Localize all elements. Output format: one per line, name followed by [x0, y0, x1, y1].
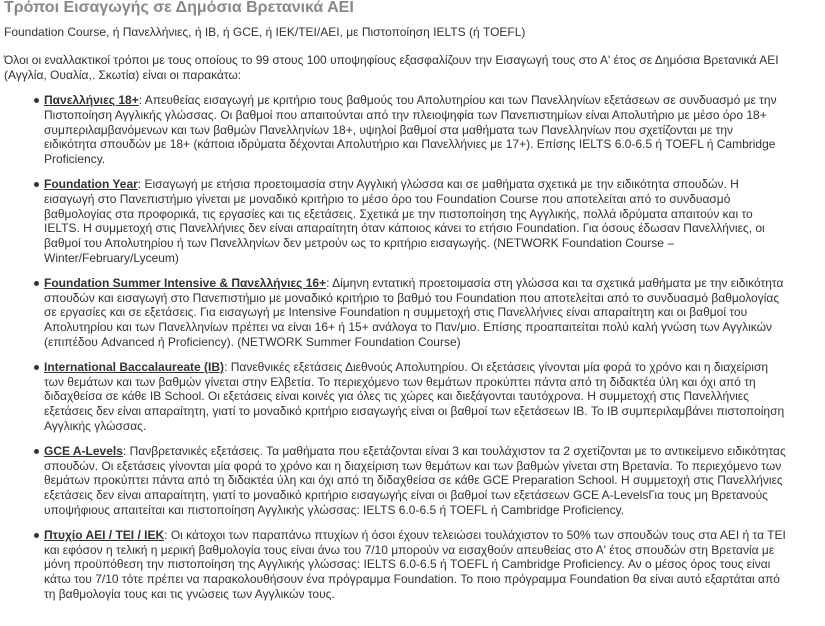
bullet-icon: [34, 449, 39, 454]
list-item-ib: [4, 360, 786, 434]
bullet-icon: [34, 281, 39, 286]
item-term: Πτυχίο ΑΕΙ / ΤΕΙ / ΙΕΚ: [44, 527, 165, 542]
list-item-foundation-summer: [4, 276, 786, 350]
item-text: : Οι κάτοχοι των παραπάνω πτυχίων ή όσοι έχουν τελειώσει τουλάχιστον το 50% των σπουδών τους στα ΑΕΙ ή τα ΤΕΙ και εφόσον η τελική η μερική βαθμολογία τους είναι άνω του 7/10 μπορούν να εισαχθούν απευθείας στο Α' έτος σπουδών στη Βρετανία με μόνη προϋπόθεση την πιστοποίηση της Αγγλικής γλώσσας: IELTS 6.0-6.5 ή TOEFL ή Cambridge Proficiency. Αν ο μέσος όρος τους είναι κάτω του 7/10 τότε πρέπει να παρακολουθήσουν ένα πρόγραμμα Foundation. Το ποιο πρόγραμμα Foundation θα είναι αυτό εξαρτάται από τη βαθμολογία τους και τις γνώσεις των Αγγλικών τους.: [44, 527, 786, 601]
item-term: International Baccalaureate (IB): [44, 359, 225, 374]
list-item-panhellenic: [4, 93, 786, 167]
list-item-gce-a-levels: [4, 444, 786, 518]
list-item-degree: [4, 528, 786, 602]
item-term: Foundation Summer Intensive & Πανελλήνιες 16+: [44, 275, 327, 290]
bullet-icon: [34, 365, 39, 370]
item-term: GCE A-Levels: [44, 443, 123, 458]
item-term: Πανελλήνιες 18+: [44, 93, 139, 107]
bullet-icon: [34, 533, 39, 538]
item-text: : Πανεθνικές εξετάσεις Διεθνούς Απολυτηρίου. Οι εξετάσεις γίνονται μία φορά το χρόνο και η διαχείριση των θεμάτων και των βαθμών γίνεται στην Ελβετία. Το περιεχόμενο των θεμάτων προκύπτει πάντα από τη διδακτέα ύλη και όχι από τη διδαχθείσα σε κάθε IB School. Οι εξετάσεις είναι κοινές για όλες τις χώρες και διεξάγονται ταυτόχρονα. Η συμμετοχή στις Πανελλήνιες εξετάσεις δεν είναι απαραίτητη, γιατί το μοναδικό κριτήριο εισαγωγής είναι οι βαθμοί των εξετάσεων IB. Το IB συμπεριλαμβάνει πιστοποίηση Αγγλικής γλώσσας.: [44, 359, 785, 433]
subtitle: Foundation Course, ή Πανελλήνιες, ή IB, ή GCE, ή ΙΕΚ/ΤΕΙ/ΑΕΙ, με Πιστοποίηση IELTS (ή TOEFL): [4, 25, 526, 39]
bullet-icon: [34, 98, 39, 103]
article: [4, 0, 820, 612]
item-term: Foundation Year: [44, 176, 138, 191]
item-text: : Πανβρετανικές εξετάσεις. Τα μαθήματα που εξετάζονται είναι 3 και τουλάχιστον τα 2 σχετίζονται με το αντικείμενο ειδικότητας σπουδών. Οι εξετάσεις γίνονται μία φορά το χρόνο και η διαχείριση των θεμάτων και των βαθμών γίνεται στη Βρετανία. Το περιεχόμενο των θεμάτων προκύπτει πάντα από τη διδακτέα ύλη και όχι από τη διδαχθείσα σε κάθε GCE Preparation School. Η συμμετοχή στις Πανελλήνιες εξετάσεις δεν είναι απαραίτητη, γιατί το μοναδικό κριτήριο εισαγωγής είναι οι βαθμοί των εξετάσεων GCE A-LevelsΓια τους μη Βρετανούς υποψήφιους απαιτείται και πιστοποίηση Αγγλικής γλώσσας: IELTS 6.0-6.5 ή TOEFL ή Cambridge Proficiency.: [44, 443, 786, 517]
admission-methods-list: [4, 93, 820, 602]
bullet-icon: [34, 182, 39, 187]
intro-paragraph: Όλοι οι εναλλακτικοί τρόποι με τους οποίους το 99 στους 100 υποψηφίους εξασφαλίζουν την Εισαγωγή τους στο Α' έτος σε Δημόσια Βρετανικά ΑΕΙ (Αγγλία, Ουαλία,. Σκωτία) είναι οι παρακάτω:: [4, 53, 779, 82]
list-item-foundation-year: [4, 177, 786, 266]
page-title: Τρόποι Εισαγωγής σε Δημόσια Βρετανικά ΑΕΙ: [4, 0, 354, 16]
item-text: : Απευθείας εισαγωγή με κριτήριο τους βαθμούς του Απολυτηρίου και των Πανελληνίων εξετάσεων σε συνδυασμό με την Πιστοποίηση Αγγλικής γλώσσας. Οι βαθμοί που απαιτούνται από την πλειοψηφία των Πανεπιστημίων είναι Απολυτήριο με μέσο όρο 18+ συμπεριλαμβανόμενων και των βαθμών Πανελληνίων 18+, υψηλοί βαθμοί στα μαθήματα των Πανελληνίων που σχετίζονται με την ειδικότητα σπουδών με 18+ (κάποια ιδρύματα δέχονται Απολυτήριο και Πανελλήνιες με 17+). Επίσης IELTS 6.0-6.5 ή TOEFL ή Cambridge Proficiency.: [44, 93, 777, 167]
item-text: : Εισαγωγή με ετήσια προετοιμασία στην Αγγλική γλώσσα και σε μαθήματα σχετικά με την ειδικότητα σπουδών. Η εισαγωγή στο Πανεπιστήμιο γίνεται με μοναδικό κριτήριο το μέσο όρο του Foundation Course που αποτελείται από το συνδυασμό βαθμολογίας στα προφορικά, τις εργασίες και τις εξετάσεις. Σχετικά με την πιστοποίηση της Αγγλικής, πολλά ιδρύματα απαιτούν και το IELTS. Η συμμετοχή στις Πανελλήνιες δεν είναι απαραίτητη όταν κάποιος κάνει το ετήσιο Foundation. Για όσους έδωσαν Πανελλήνιες, οι βαθμοί του Απολυτηρίου ή των Πανελληνίων δεν μετρούν ως το κριτήριο εισαγωγής. (NETWORK Foundation Course – Winter/February/Lyceum): [44, 176, 765, 265]
item-text: : Δίμηνη εντατική προετοιμασία στη γλώσσα και τα σχετικά μαθήματα με την ειδικότητα σπουδών και εισαγωγή στο Πανεπιστήμιο με μοναδικό κριτήριο το βαθμό του Foundation που αποτελείται από το συνδυασμό βαθμολογίας σε εργασίες και σε εξετάσεις. Για εισαγωγή με Intensive Foundation η συμμετοχή στις Πανελλήνιες είναι απαραίτητη και οι βαθμοί του Απολυτηρίου και των Πανελληνίων πρέπει να είναι 16+ ή 15+ ανάλογα το Παν/μιο. Επίσης προαπαιτείται πολύ καλή γνώση των Αγγλικών (επιπέδου Advanced ή Proficiency). (NETWORK Summer Foundation Course): [44, 275, 784, 349]
